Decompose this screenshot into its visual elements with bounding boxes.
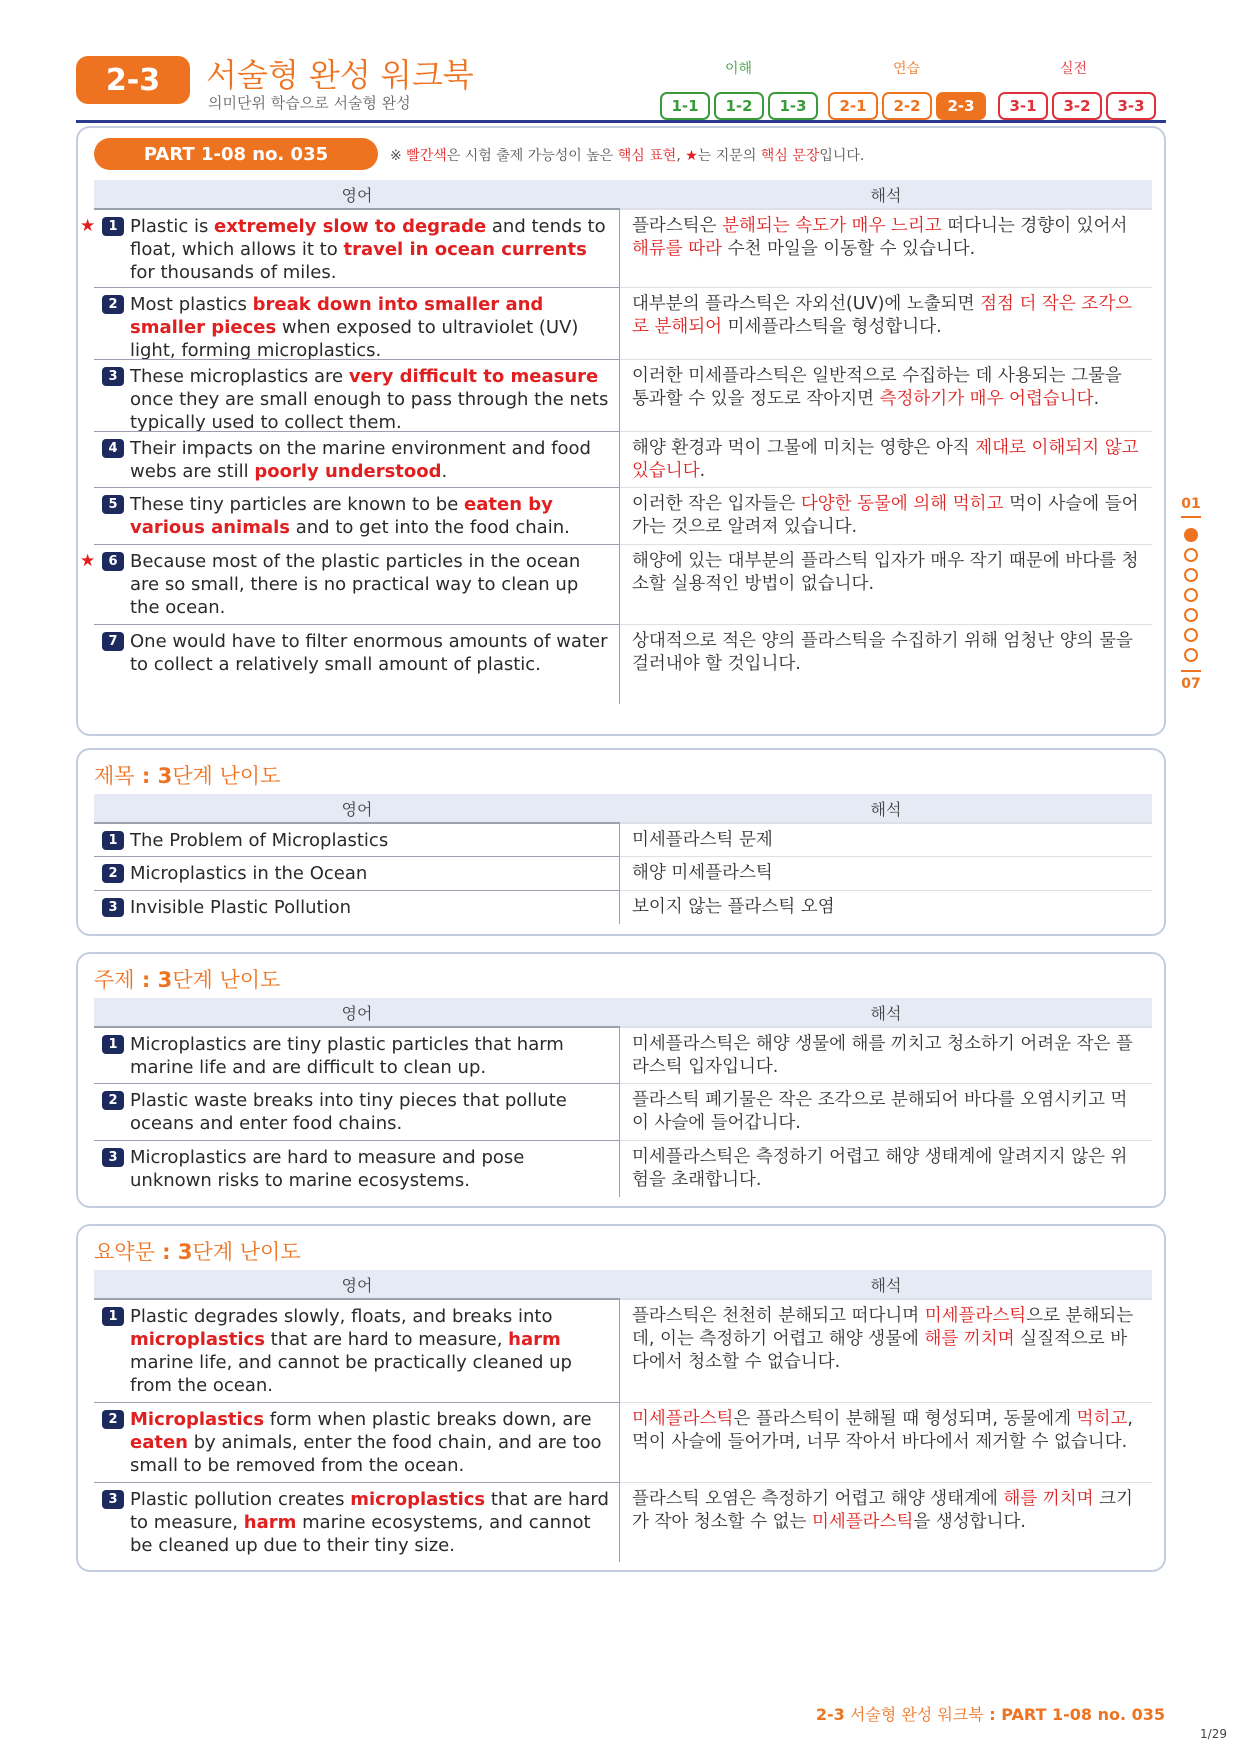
page-footer: 2-3 서술형 완성 워크북 : PART 1-08 no. 035	[815, 1705, 1165, 1724]
stage-button-3-3[interactable]: 3-3	[1106, 92, 1156, 120]
stage-button-2-1[interactable]: 2-1	[828, 92, 878, 120]
row-number: 3	[102, 1490, 124, 1509]
section-title: 주제 : 3단계 난이도	[94, 968, 281, 992]
nav-dot-7[interactable]	[1184, 648, 1198, 662]
english-cell: 4 Their impacts on the marine environment and food webs are still poorly understood.	[94, 431, 620, 487]
table-row	[94, 287, 1152, 359]
table-row	[94, 1083, 1152, 1140]
table-row	[80, 544, 1152, 624]
row-number: 2	[102, 864, 124, 883]
korean-cell: 상대적으로 적은 양의 플라스틱을 수집하기 위해 엄청난 양의 물을 걸러내야 할 것입니다.	[620, 624, 1152, 704]
table-row	[94, 890, 1152, 924]
column-header-korean: 해석	[870, 1003, 902, 1023]
korean-cell: 플라스틱 오염은 측정하기 어렵고 해양 생태계에 해를 끼치며 크기가 작아 청소할 수 없는 미세플라스틱을 생성합니다.	[620, 1482, 1152, 1562]
legend-note: ※ 빨간색은 시험 출제 가능성이 높은 핵심 표현, ★는 지문의 핵심 문장입니다.	[390, 148, 865, 164]
stage-button-1-1[interactable]: 1-1	[660, 92, 710, 120]
table-header	[94, 794, 1152, 822]
nav-first-label[interactable]: 01	[1181, 496, 1201, 512]
english-cell: ★ 1 Plastic is extremely slow to degrade and tends to float, which allows it to travel in ocean currents for thousands of miles.	[94, 208, 620, 287]
english-cell: 1 Plastic degrades slowly, floats, and breaks into microplastics that are hard to measure, harm marine life, and cannot be practically cleaned up from the ocean.	[94, 1298, 620, 1402]
stage-button-2-2[interactable]: 2-2	[882, 92, 932, 120]
english-cell: 3 Plastic pollution creates microplastics that are hard to measure, harm marine ecosystems, and cannot be cleaned up due to their tiny size.	[94, 1482, 620, 1562]
stage-button-3-2[interactable]: 3-2	[1052, 92, 1102, 120]
table-row	[94, 431, 1152, 487]
table-row	[94, 856, 1152, 890]
column-header-english: 영어	[341, 1275, 373, 1295]
nav-last-label[interactable]: 07	[1181, 676, 1201, 692]
row-number: 1	[102, 217, 124, 236]
column-header-english: 영어	[341, 799, 373, 819]
column-header-english: 영어	[341, 185, 373, 205]
table-row	[94, 487, 1152, 544]
row-number: 1	[102, 1035, 124, 1054]
korean-cell: 보이지 않는 플라스틱 오염	[620, 890, 1152, 924]
stage-label-practice: 연습	[893, 61, 921, 77]
nav-divider	[1181, 670, 1201, 672]
row-number: 2	[102, 295, 124, 314]
row-number: 2	[102, 1091, 124, 1110]
stage-button-2-3-active[interactable]: 2-3	[936, 92, 986, 120]
korean-cell: 해양 환경과 먹이 그물에 미치는 영향은 아직 제대로 이해되지 않고 있습니다.	[620, 431, 1152, 487]
korean-cell: 미세플라스틱 문제	[620, 822, 1152, 856]
english-cell: 1 The Problem of Microplastics	[94, 822, 620, 856]
english-cell: ★ 6 Because most of the plastic particles in the ocean are so small, there is no practical way to clean up the ocean.	[94, 544, 620, 624]
row-number: 3	[102, 898, 124, 917]
page-number: 1/29	[1200, 1727, 1227, 1741]
star-icon: ★	[685, 148, 698, 164]
english-cell: 5 These tiny particles are known to be eaten by various animals and to get into the food chain.	[94, 487, 620, 544]
topic-table	[94, 1026, 1152, 1197]
korean-cell: 미세플라스틱은 플라스틱이 분해될 때 형성되며, 동물에게 먹히고, 먹이 사슬에 들어가며, 너무 작아서 바다에서 제거할 수 없습니다.	[620, 1402, 1152, 1482]
english-cell: 2 Microplastics in the Ocean	[94, 856, 620, 890]
table-header	[94, 1270, 1152, 1298]
stage-button-1-2[interactable]: 1-2	[714, 92, 764, 120]
page-title: 서술형 완성 워크북	[206, 56, 474, 94]
star-icon: ★	[80, 551, 96, 571]
nav-dot-1-active[interactable]	[1184, 528, 1198, 542]
row-number: 2	[102, 1410, 124, 1429]
column-header-korean: 해석	[870, 185, 902, 205]
row-number: 3	[102, 1148, 124, 1167]
korean-cell: 대부분의 플라스틱은 자외선(UV)에 노출되면 점점 더 작은 조각으로 분해되어 미세플라스틱을 형성합니다.	[620, 287, 1152, 359]
table-row	[94, 1026, 1152, 1083]
column-header-korean: 해석	[870, 799, 902, 819]
row-number: 5	[102, 495, 124, 514]
english-cell: 2 Most plastics break down into smaller and smaller pieces when exposed to ultraviolet (UV) light, forming microplastics.	[94, 287, 620, 359]
summary-table	[94, 1298, 1152, 1562]
page-header	[76, 52, 1166, 122]
english-cell: 2 Microplastics form when plastic breaks down, are eaten by animals, enter the food chain, and are too small to be removed from the ocean.	[94, 1402, 620, 1482]
korean-cell: 해양 미세플라스틱	[620, 856, 1152, 890]
table-header	[94, 998, 1152, 1026]
nav-dot-5[interactable]	[1184, 608, 1198, 622]
topic-card	[76, 952, 1166, 1208]
nav-divider	[1181, 516, 1201, 518]
row-number: 6	[102, 552, 124, 571]
summary-card	[76, 1224, 1166, 1572]
column-header-english: 영어	[341, 1003, 373, 1023]
row-number: 1	[102, 831, 124, 850]
side-page-nav	[1176, 496, 1206, 700]
english-cell: 2 Plastic waste breaks into tiny pieces that pollute oceans and enter food chains.	[94, 1083, 620, 1140]
table-row	[80, 208, 1152, 287]
part-badge: PART 1-08 no. 035	[94, 138, 378, 170]
table-row	[94, 822, 1152, 856]
english-cell: 1 Microplastics are tiny plastic particles that harm marine life and are difficult to clean up.	[94, 1026, 620, 1083]
row-number: 4	[102, 439, 124, 458]
table-row	[94, 1298, 1152, 1402]
korean-cell: 이러한 미세플라스틱은 일반적으로 수집하는 데 사용되는 그물을 통과할 수 있을 정도로 작아지면 측정하기가 매우 어렵습니다.	[620, 359, 1152, 431]
english-cell: 3 Microplastics are hard to measure and pose unknown risks to marine ecosystems.	[94, 1140, 620, 1197]
stage-label-real: 실전	[1060, 61, 1088, 77]
nav-dot-3[interactable]	[1184, 568, 1198, 582]
sentence-table	[80, 208, 1152, 704]
title-card	[76, 748, 1166, 936]
english-cell: 7 One would have to filter enormous amounts of water to collect a relatively small amount of plastic.	[94, 624, 620, 704]
table-row	[94, 359, 1152, 431]
section-title: 요약문 : 3단계 난이도	[94, 1240, 301, 1264]
nav-dot-4[interactable]	[1184, 588, 1198, 602]
nav-dot-2[interactable]	[1184, 548, 1198, 562]
korean-cell: 플라스틱은 천천히 분해되고 떠다니며 미세플라스틱으로 분해되는데, 이는 측정하기 어렵고 해양 생물에 해를 끼치며 실질적으로 바다에서 청소할 수 없습니다.	[620, 1298, 1152, 1402]
lesson-badge: 2-3	[76, 56, 190, 104]
star-icon: ★	[80, 216, 96, 236]
table-row	[94, 1482, 1152, 1562]
page-subtitle: 의미단위 학습으로 서술형 완성	[208, 94, 411, 112]
title-table	[94, 822, 1152, 924]
english-cell: 3 Invisible Plastic Pollution	[94, 890, 620, 924]
row-number: 7	[102, 632, 124, 651]
row-number: 1	[102, 1307, 124, 1326]
table-row	[94, 624, 1152, 704]
stage-button-1-3[interactable]: 1-3	[768, 92, 818, 120]
stage-label-understand: 이해	[725, 61, 753, 77]
column-header-korean: 해석	[870, 1275, 902, 1295]
nav-dot-6[interactable]	[1184, 628, 1198, 642]
header-divider	[76, 120, 1166, 123]
section-title: 제목 : 3단계 난이도	[94, 764, 281, 788]
korean-cell: 플라스틱은 분해되는 속도가 매우 느리고 떠다니는 경향이 있어서 해류를 따라 수천 마일을 이동할 수 있습니다.	[620, 208, 1152, 287]
korean-cell: 플라스틱 폐기물은 작은 조각으로 분해되어 바다를 오염시키고 먹이 사슬에 들어갑니다.	[620, 1083, 1152, 1140]
korean-cell: 미세플라스틱은 측정하기 어렵고 해양 생태계에 알려지지 않은 위험을 초래합니다.	[620, 1140, 1152, 1197]
row-number: 3	[102, 367, 124, 386]
korean-cell: 이러한 작은 입자들은 다양한 동물에 의해 먹히고 먹이 사슬에 들어가는 것으로 알려져 있습니다.	[620, 487, 1152, 544]
korean-cell: 미세플라스틱은 해양 생물에 해를 끼치고 청소하기 어려운 작은 플라스틱 입자입니다.	[620, 1026, 1152, 1083]
table-row	[94, 1402, 1152, 1482]
english-cell: 3 These microplastics are very difficult to measure once they are small enough to pass through the nets typically used to collect them.	[94, 359, 620, 431]
table-row	[94, 1140, 1152, 1197]
korean-cell: 해양에 있는 대부분의 플라스틱 입자가 매우 작기 때문에 바다를 청소할 실용적인 방법이 없습니다.	[620, 544, 1152, 624]
table-header	[94, 180, 1152, 208]
stage-button-3-1[interactable]: 3-1	[998, 92, 1048, 120]
part-card	[76, 126, 1166, 736]
